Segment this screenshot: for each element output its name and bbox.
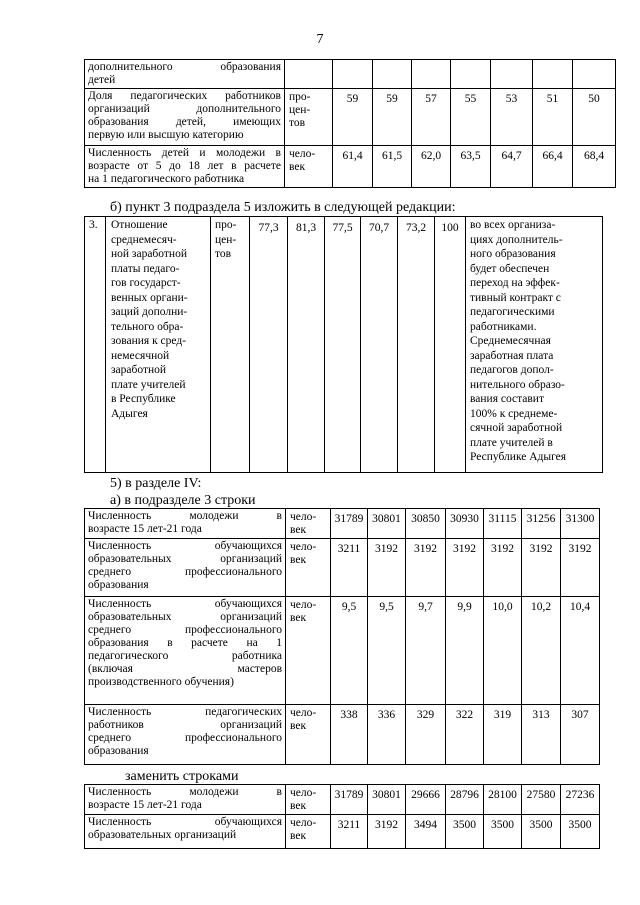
row-unit-line: чело- (290, 541, 317, 553)
item-note-line: нительного образо- (470, 378, 565, 391)
item-label-line: платы педаго- (111, 262, 180, 275)
row-unit (286, 597, 331, 705)
value-cell: 55 (451, 89, 491, 146)
row-label-line: среднего профессионального (88, 624, 282, 636)
value-cell: 70,7 (361, 217, 398, 473)
value-cell: 51 (533, 89, 573, 146)
value-cell: 3211 (331, 815, 368, 849)
item-unit-line: тов (215, 248, 232, 260)
row-label-line: образовательных организаций (88, 829, 237, 841)
value-cell: 30801 (368, 785, 406, 815)
table-row (85, 597, 600, 705)
value-cell: 9,9 (446, 597, 484, 705)
row-unit-line: век (290, 800, 307, 812)
value-cell: 59 (373, 89, 412, 146)
item-note-line: Среднемесячная (470, 335, 551, 347)
value-cell: 3192 (368, 539, 406, 597)
value-cell: 27236 (561, 785, 600, 815)
row-unit-line: чело- (289, 148, 316, 160)
table-row (85, 705, 600, 765)
item-note-line: сячной заработной (470, 422, 563, 434)
value-cell: 59 (333, 89, 373, 146)
row-label (85, 509, 286, 539)
row-label-line: организаций дополнительного (88, 103, 281, 115)
row-unit-line: век (290, 720, 307, 732)
row-unit-line: чело- (290, 511, 317, 523)
item-label (106, 217, 211, 473)
row-label-line: Доля педагогических работников (88, 90, 281, 102)
row-label-line: на 1 педагогического работника (88, 173, 245, 185)
item-label-line: Отношение (111, 219, 168, 231)
row-label (85, 60, 285, 89)
item-note-line: во всех организа- (470, 219, 556, 231)
row-label-line: Численность обучающихся (88, 816, 282, 828)
row-label-line: Численность педагогических (88, 706, 282, 718)
value-cell: 64,7 (491, 146, 533, 188)
indicator-table-a (84, 508, 600, 765)
row-unit-line: век (289, 161, 306, 173)
item-unit (211, 217, 250, 473)
subsection-heading-a: а) в подразделе 3 строки (110, 493, 256, 508)
table-row (85, 539, 600, 597)
row-label-line: педагогического работника (88, 650, 282, 662)
row-label-line: образования в расчете на 1 (88, 637, 282, 649)
item-note-line: циях дополнитель- (470, 233, 563, 246)
row-label-line: производственного обучения) (88, 676, 234, 688)
value-cell: 66,4 (533, 146, 573, 188)
row-unit-line: век (290, 524, 307, 536)
value-cell: 53 (491, 89, 533, 146)
value-cell: 3192 (446, 539, 484, 597)
row-unit-line: чело- (290, 787, 317, 799)
row-label-line: образования (88, 745, 149, 757)
value-cell: 307 (561, 705, 600, 765)
row-unit (285, 146, 333, 188)
value-cell (333, 60, 373, 89)
value-cell: 338 (331, 705, 368, 765)
row-unit-line: чело- (290, 817, 317, 829)
row-label-line: детей (88, 74, 116, 86)
value-cell: 77,5 (325, 217, 361, 473)
row-label-line: Численность детей и молодежи в (88, 147, 281, 159)
row-unit (286, 509, 331, 539)
item-note-line: педагогов допол- (470, 364, 554, 376)
row-unit-line: про- (289, 91, 311, 103)
row-label (85, 539, 286, 597)
value-cell: 3192 (522, 539, 561, 597)
item-note-line: заработная плата (470, 349, 554, 362)
value-cell (412, 60, 451, 89)
value-cell: 31256 (522, 509, 561, 539)
table-row (85, 815, 600, 849)
item-label-line: Адыгея (111, 407, 148, 420)
value-cell: 50 (573, 89, 616, 146)
value-cell: 81,3 (288, 217, 325, 473)
item-label-line: заработной (111, 364, 167, 376)
value-cell: 29666 (406, 785, 446, 815)
item-label-line: заций дополни- (111, 306, 188, 318)
row-label (85, 785, 286, 815)
row-label-line: среднего профессионального (88, 566, 282, 578)
item-3-table (84, 216, 603, 473)
value-cell: 3192 (406, 539, 446, 597)
item-note-line: вания составит (470, 393, 544, 405)
value-cell: 9,7 (406, 597, 446, 705)
value-cell: 100 (435, 217, 466, 473)
value-cell: 10,0 (484, 597, 522, 705)
row-label (85, 705, 286, 765)
item-label-line: зования к сред- (111, 335, 187, 347)
row-unit-line: век (290, 612, 307, 624)
row-label-line: первую или высшую категорию (88, 129, 244, 141)
section-heading-5: 5) в разделе IV: (110, 476, 202, 491)
item-label-line: в Республике (111, 393, 176, 405)
row-label-line: Численность обучающихся (88, 540, 282, 552)
item-note-line: ного образования (470, 248, 556, 260)
row-label-line: возрасте 15 лет-21 года (88, 799, 202, 811)
value-cell: 28100 (484, 785, 522, 815)
row-label-line: образовательных организаций (88, 611, 282, 623)
value-cell: 3192 (484, 539, 522, 597)
row-label-line: Численность обучающихся (88, 598, 282, 610)
row-label-line: образования детей, имеющих (88, 116, 281, 128)
item-label-line: плате учителей (111, 378, 186, 391)
value-cell: 322 (446, 705, 484, 765)
item-note-line: будет обеспечен (470, 262, 550, 275)
value-cell: 10,2 (522, 597, 561, 705)
value-cell: 9,5 (368, 597, 406, 705)
section-heading-b: б) пункт 3 подраздела 5 изложить в следующей редакции: (110, 200, 456, 215)
item-note-line: педагогическими (470, 306, 555, 318)
value-cell: 10,4 (561, 597, 600, 705)
value-cell (573, 60, 616, 89)
value-cell: 63,5 (451, 146, 491, 188)
value-cell: 31789 (331, 785, 368, 815)
item-label-line: немесячной (111, 349, 170, 362)
row-label-line: образования (88, 579, 149, 591)
value-cell: 61,5 (373, 146, 412, 188)
row-unit-line: чело- (290, 599, 317, 611)
item-note-line: 100% к среднеме- (470, 407, 558, 420)
row-label-line: Численность молодежи в (88, 510, 282, 522)
row-label-line: среднего профессионального (88, 732, 282, 744)
value-cell: 73,2 (398, 217, 435, 473)
row-unit (285, 89, 333, 146)
value-cell: 77,3 (250, 217, 288, 473)
row-unit-line: цен- (289, 104, 311, 116)
value-cell: 68,4 (573, 146, 616, 188)
row-unit (286, 539, 331, 597)
value-cell (533, 60, 573, 89)
item-label-line: тельного обра- (111, 320, 184, 333)
item-note-line: переход на эффек- (470, 277, 560, 289)
page-number: 7 (316, 32, 324, 47)
row-unit-line: век (290, 554, 307, 566)
row-label-line: возрасте 15 лет-21 года (88, 523, 202, 535)
value-cell: 336 (368, 705, 406, 765)
row-label-line: дополнительного образования (88, 61, 281, 73)
value-cell: 3500 (522, 815, 561, 849)
item-unit-line: цен- (215, 233, 237, 246)
value-cell: 30850 (406, 509, 446, 539)
item-note-line: тивный контракт с (470, 291, 561, 304)
row-label-line: Численность молодежи в (88, 786, 282, 798)
row-label (85, 89, 285, 146)
item-note-line: работниками. (470, 320, 537, 333)
row-unit-line: тов (289, 117, 306, 129)
item-note (466, 217, 603, 473)
item-label-line: гов государст- (111, 277, 181, 289)
replace-heading: заменить строками (125, 769, 239, 784)
value-cell: 57 (412, 89, 451, 146)
value-cell: 30930 (446, 509, 484, 539)
row-label-line: работников организаций (88, 719, 282, 731)
value-cell: 62,0 (412, 146, 451, 188)
row-unit (286, 785, 331, 815)
row-label-line: образовательных организаций (88, 553, 282, 565)
value-cell: 3211 (331, 539, 368, 597)
row-unit-line: век (290, 830, 307, 842)
value-cell (491, 60, 533, 89)
value-cell (373, 60, 412, 89)
row-label-line: (включая мастеров (88, 663, 282, 675)
row-unit (286, 705, 331, 765)
value-cell (451, 60, 491, 89)
row-label (85, 815, 286, 849)
row-label (85, 597, 286, 705)
value-cell: 31789 (331, 509, 368, 539)
table-row (85, 146, 616, 188)
value-cell: 329 (406, 705, 446, 765)
value-cell: 319 (484, 705, 522, 765)
table-row (85, 509, 600, 539)
value-cell: 313 (522, 705, 561, 765)
item-label-line: ной заработной (111, 248, 187, 260)
item-number: 3. (85, 217, 106, 473)
item-label-line: венных органи- (111, 291, 188, 304)
value-cell: 3192 (561, 539, 600, 597)
value-cell: 31300 (561, 509, 600, 539)
value-cell: 28796 (446, 785, 484, 815)
row-label-line: возрасте от 5 до 18 лет в расчете (88, 160, 281, 172)
value-cell: 61,4 (333, 146, 373, 188)
value-cell: 3500 (484, 815, 522, 849)
value-cell: 31115 (484, 509, 522, 539)
row-unit (285, 60, 333, 89)
indicator-table-top (84, 59, 616, 188)
table-row (85, 60, 616, 89)
value-cell: 27580 (522, 785, 561, 815)
table-row (85, 785, 600, 815)
item-label-line: среднемесяч- (111, 233, 177, 246)
row-unit (286, 815, 331, 849)
item-unit-line: про- (215, 219, 237, 231)
table-row (85, 89, 616, 146)
value-cell: 30801 (368, 509, 406, 539)
row-unit-line: чело- (290, 707, 317, 719)
item-note-line: Республике Адыгея (470, 451, 567, 463)
row-label (85, 146, 285, 188)
item-note-line: плате учителей в (470, 436, 553, 449)
value-cell: 3500 (446, 815, 484, 849)
value-cell: 9,5 (331, 597, 368, 705)
value-cell: 3494 (406, 815, 446, 849)
indicator-table-b (84, 784, 600, 849)
value-cell: 3500 (561, 815, 600, 849)
value-cell: 3192 (368, 815, 406, 849)
